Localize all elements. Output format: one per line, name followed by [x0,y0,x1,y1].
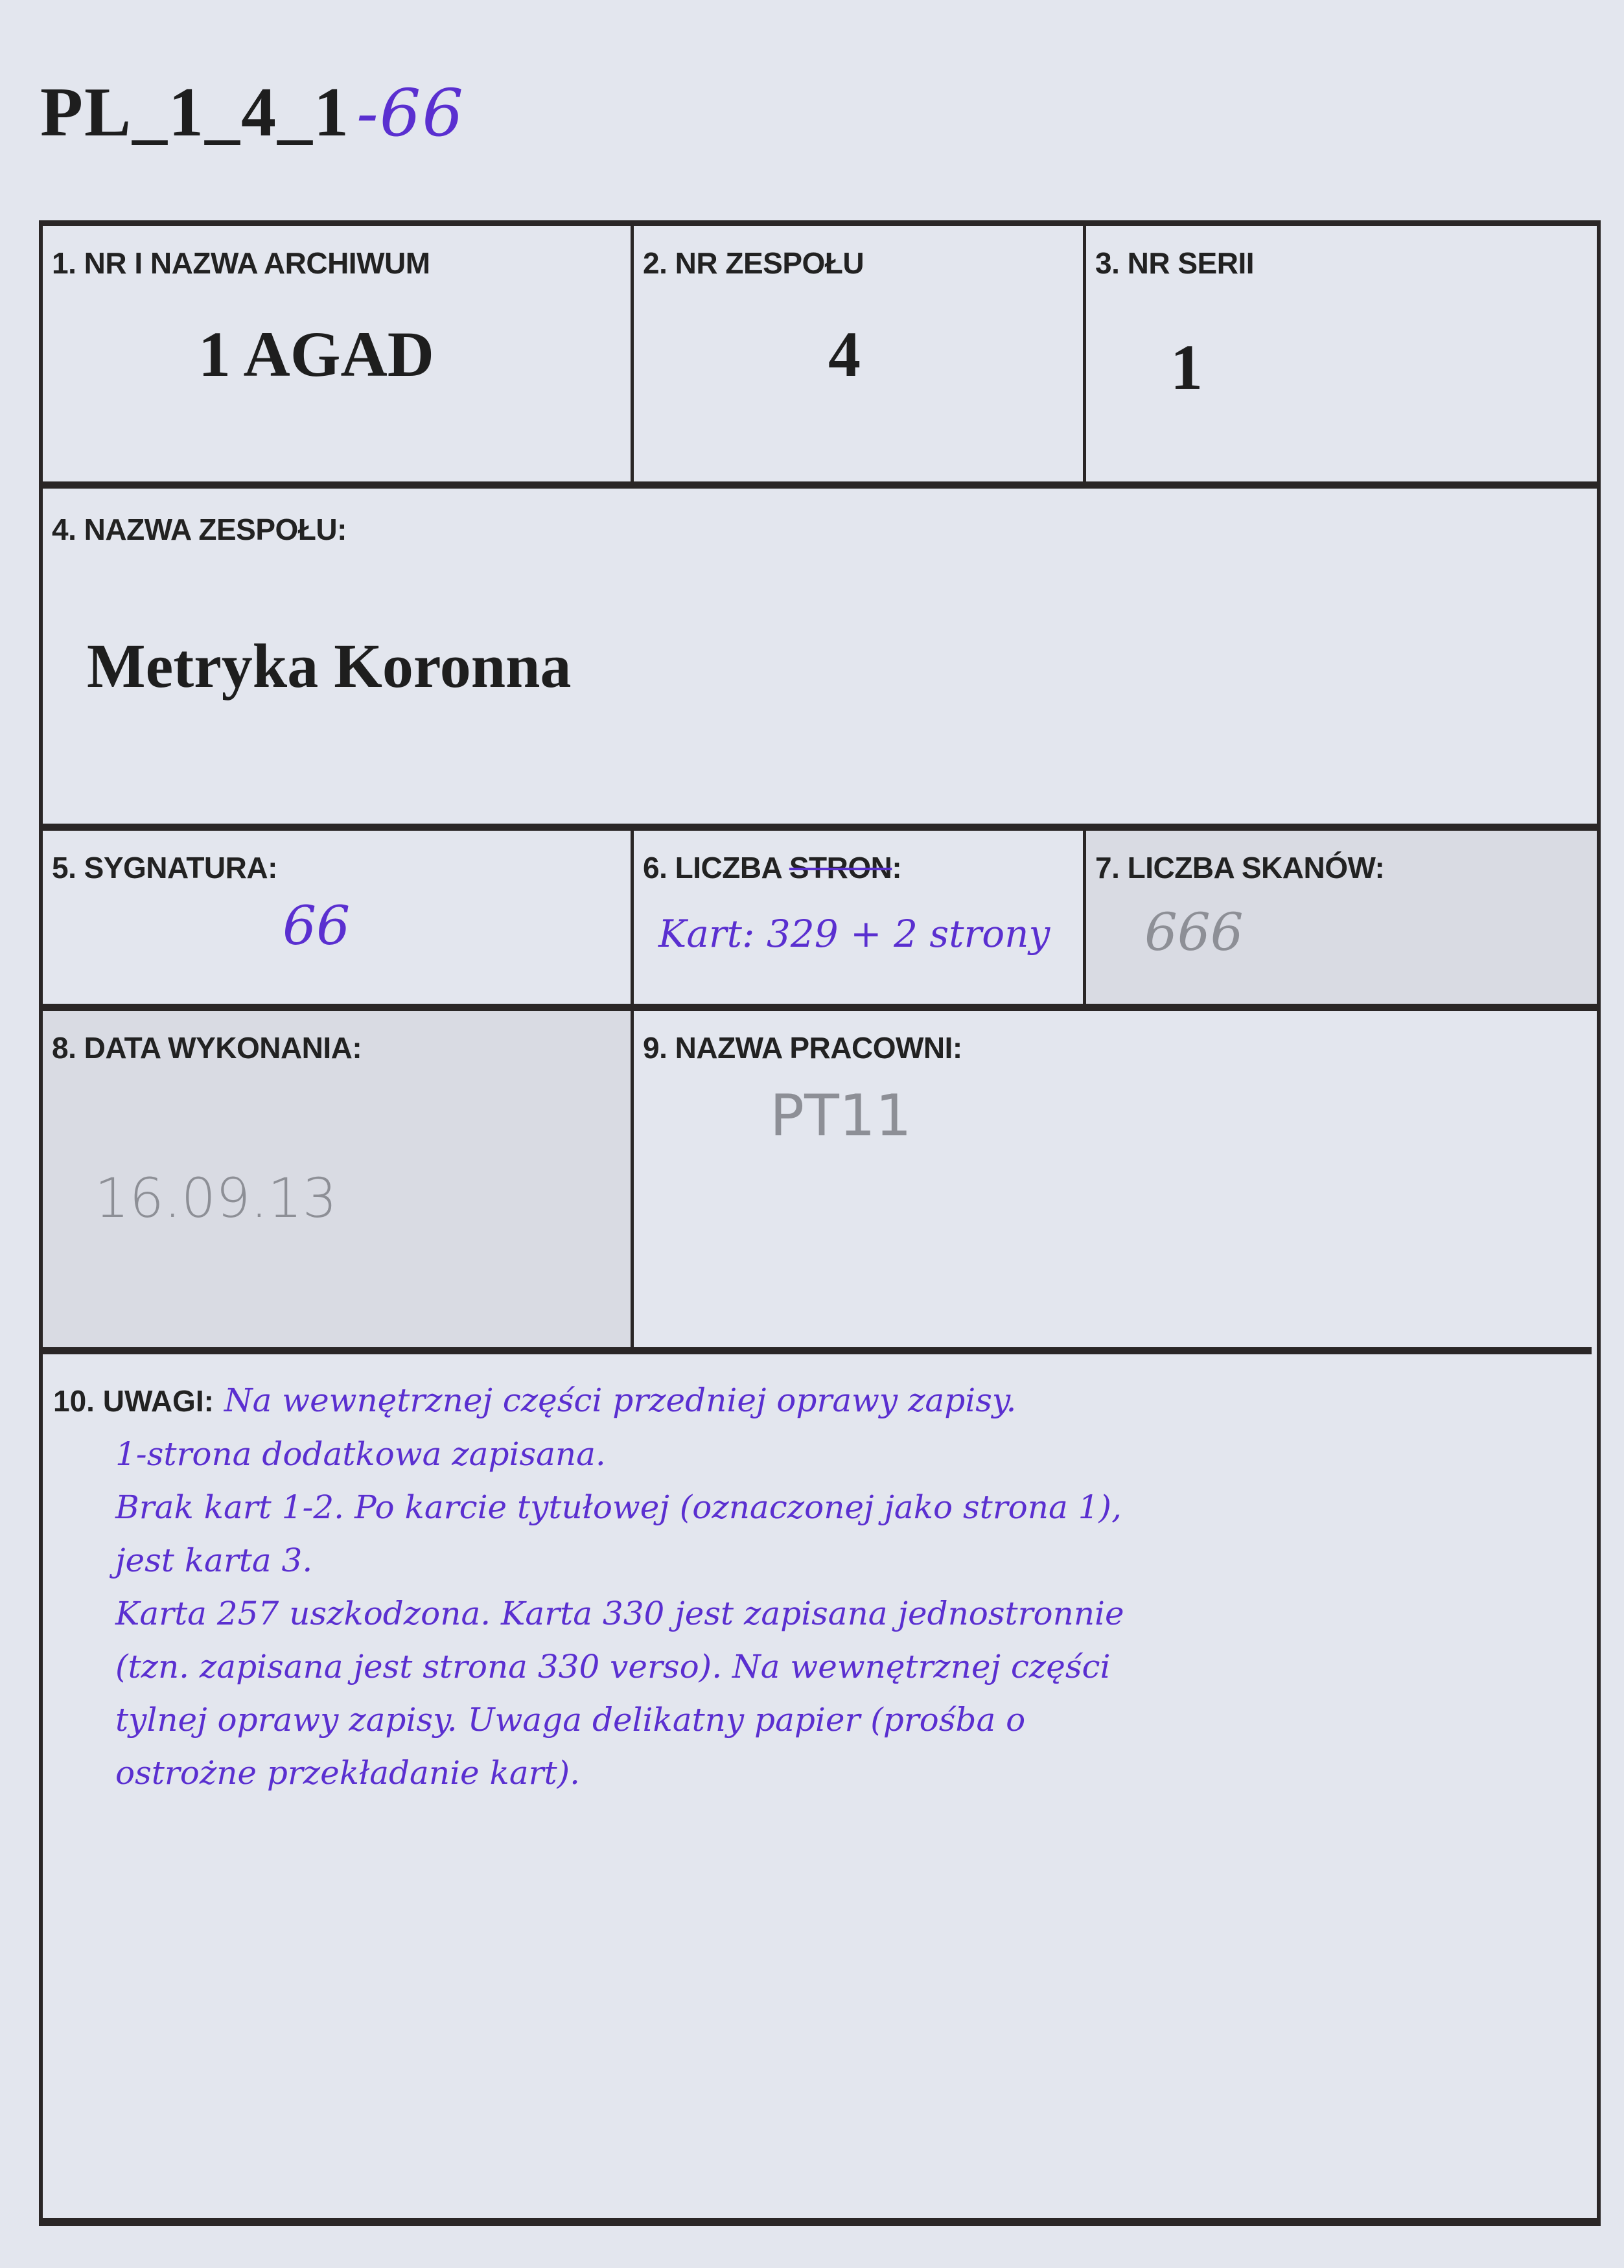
notes-line: jest karta 3. [115,1542,313,1579]
notes-line: tylnej oprawy zapisy. Uwaga delikatny papier (prośba o [115,1701,1026,1739]
divider [43,824,1597,831]
row-notes [43,1354,1597,2218]
handwritten-id-suffix: -66 [356,75,465,151]
row-fond-name [43,489,1597,824]
field-fond-number-label: 2. NR ZESPOŁU [643,246,864,280]
document-id [40,73,465,153]
divider [43,481,1597,489]
label-suffix: : [892,851,902,885]
notes-line: Karta 257 uszkodzona. Karta 330 jest zapisana jednostronnie [115,1595,1124,1632]
field-workshop [631,1011,1597,1347]
field-workshop-value: PT11 [770,1082,912,1149]
field-fond-name-value: Metryka Koronna [87,631,572,700]
notes-line: (tzn. zapisana jest strona 330 verso). Na wewnętrznej części [115,1648,1111,1685]
label-struck-word: STRON [789,851,892,885]
field-notes [43,1354,1597,2218]
field-signature [43,831,631,1004]
divider [43,1004,1597,1011]
notes-text: Na wewnętrznej części przedniej oprawy zapisy. [224,1382,1017,1419]
field-fond-name [43,489,1597,824]
field-archive [43,226,631,481]
label-prefix: 6. LICZBA [643,851,789,885]
field-notes-label: 10. UWAGI: [53,1384,214,1418]
field-date-value: 16.09.13 [95,1166,338,1230]
field-series-number [1083,226,1597,481]
field-fond-number-value: 4 [828,318,861,390]
field-archive-label: 1. NR I NAZWA ARCHIWUM [52,246,430,280]
field-signature-label: 5. SYGNATURA: [52,851,277,885]
printed-id: PL_1_4_1 [40,74,351,151]
field-fond-number [631,226,1083,481]
notes-line [53,1374,1571,1428]
notes-line: 1-strona dodatkowa zapisana. [115,1435,606,1473]
field-series-number-value: 1 [1170,331,1203,403]
row-signature-pages-scans [43,831,1597,1004]
field-notes-content [53,1374,1571,1799]
notes-line: Brak kart 1-2. Po karcie tytułowej (oznaczonej jako strona 1), [115,1488,1122,1526]
row-date-workshop [43,1011,1597,1347]
field-series-number-label: 3. NR SERII [1095,246,1255,280]
divider [43,1347,1592,1354]
field-page-count-value: Kart: 329 + 2 strony [658,912,1050,956]
row-archive-fond-series [43,226,1597,481]
field-archive-value: 1 AGAD [198,318,434,390]
field-workshop-label: 9. NAZWA PRACOWNI: [643,1031,962,1065]
field-scan-count-value: 666 [1144,902,1244,962]
field-page-count-label [643,850,901,885]
notes-line: ostrożne przekładanie kart). [115,1754,581,1792]
field-scan-count-label: 7. LICZBA SKANÓW: [1095,851,1385,885]
field-signature-value: 66 [283,896,351,957]
field-date-label: 8. DATA WYKONANIA: [52,1031,362,1065]
field-fond-name-label: 4. NAZWA ZESPOŁU: [52,513,347,546]
field-page-count [631,831,1083,1004]
field-scan-count [1083,831,1597,1004]
metadata-form [39,220,1601,2226]
field-date [43,1011,631,1347]
